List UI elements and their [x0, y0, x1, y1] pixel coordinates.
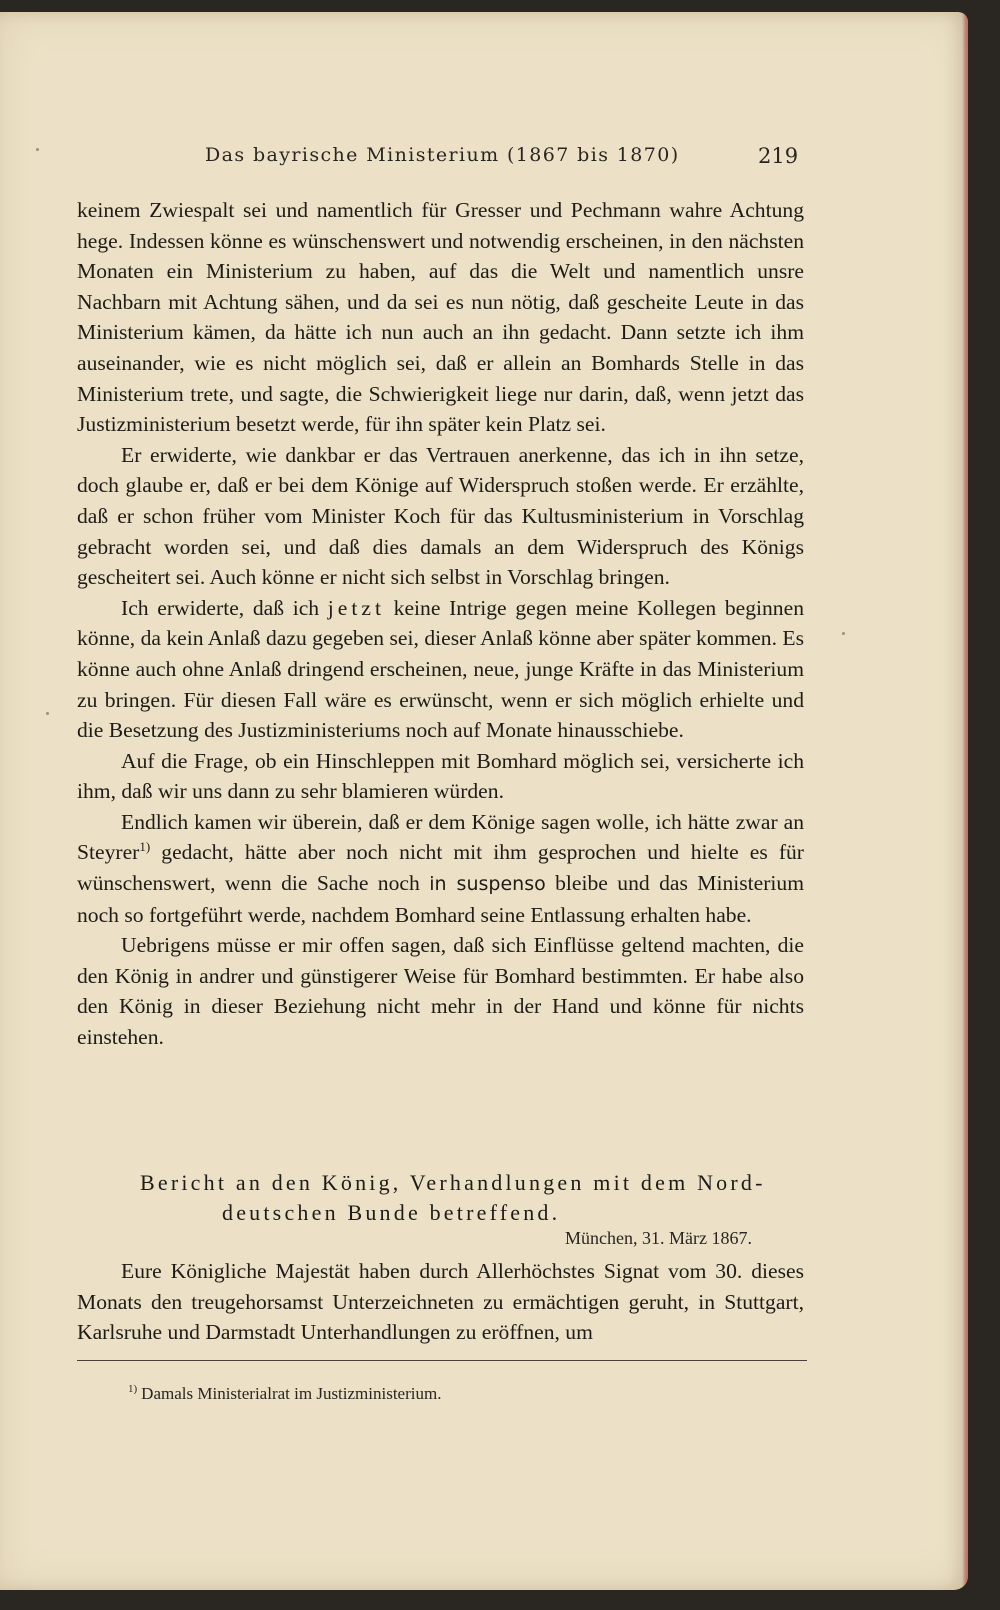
paragraph-1: keinem Zwiespalt sei und namentlich für Gresser und Pechmann wahre Achtung hege. Indessen könne es wünschenswert und notwendig erscheinen, in den nächsten Monaten ein Ministerium zu haben, auf das die Welt und namentlich unsre Nachbarn mit Achtung sähen, und da sei es nun nötig, daß gescheite Leute in das Ministerium kämen, da hätte ich nun auch an ihn gedacht. Dann setzte ich ihm auseinander, wie es nicht möglich sei, daß er allein an Bomhards Stelle in das Ministerium trete, und sagte, die Schwierigkeit liege nur darin, daß, wenn jetzt das Justizministerium besetzt werde, für ihn später kein Platz sei. [77, 198, 804, 437]
paragraph-5-start: Endlich kamen wir überein, daß er dem Könige sagen wolle, ich hätte zwar an Steyrer [77, 809, 804, 865]
footnote [128, 1384, 441, 1404]
running-title: Das bayrische Ministerium (1867 bis 1870) [205, 144, 680, 166]
footnote-text: Damals Ministerialrat im Justizministerium. [141, 1384, 442, 1403]
paper-speck [36, 148, 39, 151]
paragraph-3-end: keine Intrige gegen meine Kollegen beginnen könne, da kein Anlaß dazu gegeben sei, dieser Anlaß könne aber später kommen. Es könne auch ohne Anlaß dringend erscheinen, neue, junge Kräfte in das Ministerium zu bringen. Für diesen Fall wäre es erwünscht, wenn er sich möglich erhielte und die Besetzung des Justizministeriums noch auf Monate hinausschiebe. [77, 595, 804, 743]
dateline: München, 31. März 1867. [565, 1228, 752, 1248]
paragraph-4: Auf die Frage, ob ein Hinschleppen mit Bomhard möglich sei, versicherte ich ihm, daß wir uns dann zu sehr blamieren würden. [77, 748, 804, 804]
footnote-reference: 1) [139, 839, 151, 855]
page-edge [962, 12, 968, 1590]
book-page [0, 12, 968, 1590]
paragraph-6: Uebrigens müsse er mir offen sagen, daß sich Einflüsse geltend machten, die den König in andrer und günstigerer Weise für Bomhard bestimmten. Er habe also den König in dieser Beziehung nicht mehr in der Hand und könne für nichts einstehen. [77, 933, 804, 1050]
emphasized-word: jetzt [327, 595, 385, 620]
footnote-mark: 1) [128, 1383, 138, 1396]
paragraph-3-start: Ich erwiderte, daß ich [121, 595, 320, 620]
paper-speck [46, 712, 49, 715]
paragraph-5-middle: gedacht, hätte aber noch nicht mit ihm gesprochen und hielte es für wünschenswert, wenn die Sache noch [77, 840, 804, 896]
section-heading-line-2: deutschen Bunde betreffend. [222, 1200, 561, 1225]
paragraph-5-end: bleibe und das Ministerium noch so fortgeführt werde, nachdem Bomhard seine Entlassung erhalten habe. [77, 871, 805, 927]
section-heading-line-1: Bericht an den König, Verhandlungen mit dem Nord- [140, 1170, 766, 1195]
paragraph-5 [77, 807, 804, 930]
main-text [77, 195, 804, 1053]
latin-phrase: in suspenso [429, 873, 546, 896]
footnote-divider [77, 1360, 807, 1361]
letter-text [77, 1256, 804, 1348]
paper-speck [842, 632, 845, 635]
page-number: 219 [758, 144, 799, 168]
letter-paragraph: Eure Königliche Majestät haben durch Allerhöchstes Signat vom 30. dieses Monats den treugehorsamst Unterzeichneten zu ermächtigen geruht, in Stuttgart, Karlsruhe und Darmstadt Unterhandlungen zu eröffnen, um [77, 1259, 804, 1345]
paragraph-2: Er erwiderte, wie dankbar er das Vertrauen anerkenne, das ich in ihn setze, doch glaube er, daß er bei dem Könige auf Widerspruch stoßen werde. Er erzählte, daß er schon früher vom Minister Koch für das Kultusministerium in Vorschlag gebracht worden sei, und daß dies damals an dem Widerspruch des Königs gescheitert sei. Auch könne er nicht sich selbst in Vorschlag bringen. [77, 442, 804, 590]
paragraph-3 [77, 593, 804, 746]
section-heading [140, 1168, 820, 1228]
